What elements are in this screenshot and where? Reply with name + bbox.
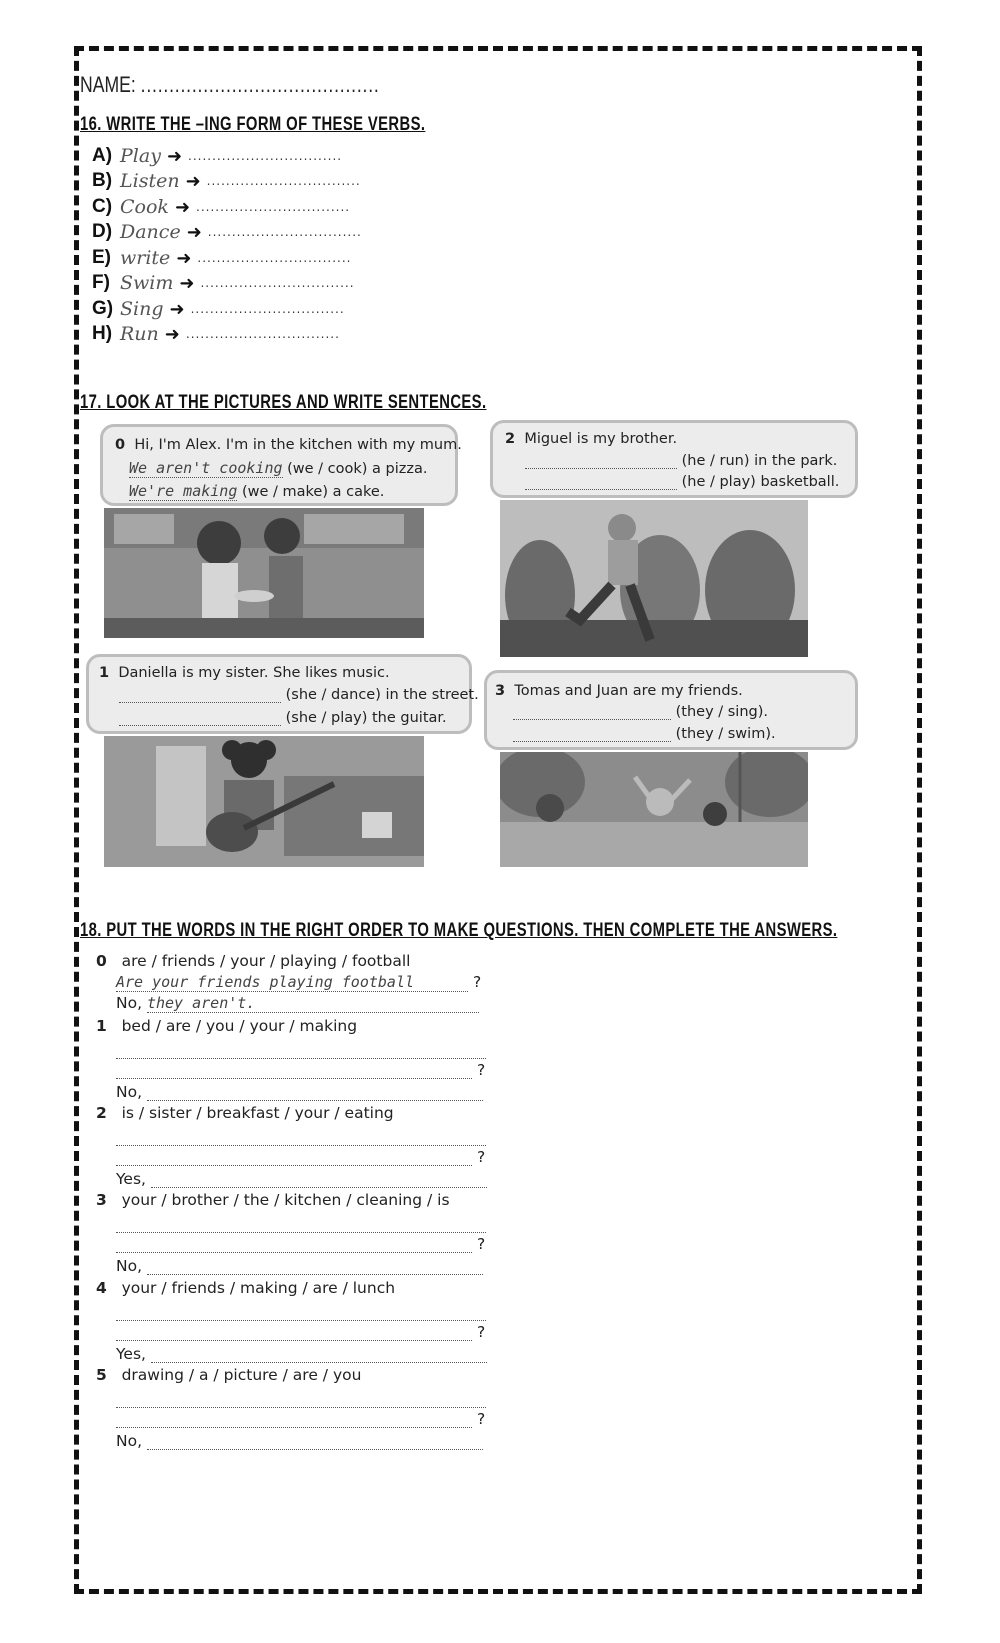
verb-word: Listen [120, 170, 180, 192]
short-answer-input[interactable] [151, 1173, 487, 1188]
answer-blank[interactable]: ................................ [206, 174, 361, 188]
answer-prefix: No, [116, 1432, 143, 1450]
ex17-title: 17. LOOK AT THE PICTURES AND WRITE SENTENCES. [80, 392, 487, 413]
verb-item [92, 246, 351, 270]
question-mark: ? [476, 1323, 486, 1341]
verb-item [92, 297, 345, 321]
item-number: 5 [96, 1366, 107, 1384]
name-label: NAME: [80, 72, 136, 97]
bubble-intro: Miguel is my brother. [524, 431, 678, 447]
prompt-text: (she / play) the guitar. [285, 710, 447, 726]
verb-word: Sing [120, 298, 164, 320]
question-mark: ? [476, 1148, 486, 1166]
answer-blank[interactable]: ................................ [197, 251, 352, 265]
item-number: 0 [96, 952, 107, 970]
prompt-text: (they / swim). [675, 726, 776, 742]
arrow-right-icon: ➜ [186, 221, 202, 243]
answer-prefix: No, [116, 994, 143, 1012]
ex18-title: 18. PUT THE WORDS IN THE RIGHT ORDER TO MAKE QUESTIONS. THEN COMPLETE THE ANSWERS. [80, 920, 838, 941]
arrow-right-icon: ➜ [179, 272, 195, 294]
guitar-picture [104, 736, 424, 867]
verb-letter: F) [92, 272, 110, 293]
word-prompt: your / friends / making / are / lunch [121, 1279, 396, 1297]
arrow-right-icon: ➜ [176, 247, 192, 269]
speech-bubble-2 [490, 420, 858, 498]
answer-input[interactable] [513, 705, 671, 720]
swimming-picture [500, 752, 808, 867]
short-answer-input[interactable] [147, 1435, 483, 1450]
question-line-input[interactable] [116, 1131, 486, 1146]
speech-bubble-3 [484, 670, 858, 750]
bubble-intro: Hi, I'm Alex. I'm in the kitchen with my mum. [134, 437, 462, 453]
item-number: 4 [96, 1279, 107, 1297]
answer-blank[interactable]: ................................ [196, 200, 351, 214]
answer-blank[interactable]: ................................ [188, 149, 343, 163]
ex16-title: 16. WRITE THE –ING FORM OF THESE VERBS. [80, 114, 426, 135]
verb-letter: H) [92, 323, 113, 344]
prompt-text: (he / run) in the park. [681, 453, 838, 469]
item-number: 2 [505, 431, 516, 447]
short-answer-input[interactable] [147, 1260, 483, 1275]
park-running-picture [500, 500, 808, 657]
question-line-input[interactable] [116, 1413, 472, 1428]
short-answer-input[interactable] [147, 1086, 483, 1101]
verb-item [92, 195, 350, 219]
verb-letter: G) [92, 298, 114, 319]
question-line-input[interactable] [116, 1044, 486, 1059]
question-mark: ? [476, 1235, 486, 1253]
question-line-input[interactable] [116, 1064, 472, 1079]
item-number: 1 [96, 1017, 107, 1035]
word-prompt: your / brother / the / kitchen / cleaning / is [121, 1191, 450, 1209]
verb-letter: C) [92, 196, 113, 217]
verb-item [92, 169, 361, 193]
verb-item [92, 220, 362, 244]
arrow-right-icon: ➜ [164, 323, 180, 345]
item-number: 1 [99, 665, 110, 681]
arrow-right-icon: ➜ [169, 298, 185, 320]
question-line-input[interactable] [116, 1393, 486, 1408]
question-mark: ? [476, 1061, 486, 1079]
answer-input[interactable] [525, 454, 677, 469]
verb-letter: D) [92, 221, 113, 242]
verb-letter: B) [92, 170, 113, 191]
answer-prefix: Yes, [116, 1345, 146, 1363]
answer-input[interactable] [513, 727, 671, 742]
verb-word: Play [120, 145, 161, 167]
answer-blank[interactable]: ................................ [200, 276, 355, 290]
answer-prefix: Yes, [116, 1170, 146, 1188]
item-number: 2 [96, 1104, 107, 1122]
answer-input[interactable] [119, 688, 281, 703]
question-line-input[interactable] [116, 1326, 472, 1341]
name-field[interactable] [80, 72, 380, 98]
arrow-right-icon: ➜ [166, 145, 183, 167]
item-number: 3 [495, 683, 506, 699]
question-answer-input[interactable]: Are your friends playing football [116, 973, 468, 992]
answer-input[interactable] [525, 475, 677, 490]
verb-word: Dance [120, 221, 181, 243]
answer-input[interactable]: We're making [129, 482, 238, 500]
item-number: 0 [115, 437, 126, 453]
arrow-right-icon: ➜ [174, 196, 191, 218]
word-prompt: bed / are / you / your / making [121, 1017, 358, 1035]
answer-prefix: No, [116, 1257, 143, 1275]
answer-input[interactable]: We aren't cooking [129, 459, 283, 477]
kitchen-picture [104, 508, 424, 638]
verb-word: write [120, 247, 171, 269]
word-prompt: drawing / a / picture / are / you [121, 1366, 362, 1384]
verb-item [92, 322, 340, 346]
verb-item [92, 144, 342, 168]
word-prompt: are / friends / your / playing / football [121, 952, 411, 970]
question-line-input[interactable] [116, 1218, 486, 1233]
prompt-text: (we / cook) a pizza. [287, 461, 428, 477]
verb-word: Swim [120, 272, 174, 294]
question-line-input[interactable] [116, 1306, 486, 1321]
question-mark: ? [476, 1410, 486, 1428]
question-line-input[interactable] [116, 1238, 472, 1253]
short-answer-input[interactable]: they aren't. [147, 994, 479, 1013]
short-answer-input[interactable] [151, 1348, 487, 1363]
verb-word: Cook [120, 196, 169, 218]
item-number: 3 [96, 1191, 107, 1209]
arrow-right-icon: ➜ [185, 170, 201, 192]
bubble-intro: Daniella is my sister. She likes music. [118, 665, 390, 681]
answer-input[interactable] [119, 711, 281, 726]
name-blank[interactable]: .......................................... [140, 72, 380, 97]
prompt-text: (they / sing). [675, 704, 768, 720]
verb-word: Run [120, 323, 159, 345]
word-prompt: is / sister / breakfast / your / eating [121, 1104, 394, 1122]
prompt-text: (we / make) a cake. [241, 484, 385, 500]
question-line-input[interactable] [116, 1151, 472, 1166]
verb-item [92, 271, 355, 295]
prompt-text: (he / play) basketball. [681, 474, 840, 490]
question-mark: ? [472, 973, 482, 991]
speech-bubble-0 [100, 424, 462, 506]
speech-bubble-1 [86, 654, 479, 734]
answer-blank[interactable]: ................................ [207, 225, 362, 239]
verb-letter: A) [92, 145, 113, 166]
answer-blank[interactable]: ................................ [185, 327, 340, 341]
answer-prefix: No, [116, 1083, 143, 1101]
bubble-intro: Tomas and Juan are my friends. [514, 683, 743, 699]
verb-letter: E) [92, 247, 111, 268]
prompt-text: (she / dance) in the street. [285, 687, 479, 703]
answer-blank[interactable]: ................................ [190, 302, 345, 316]
